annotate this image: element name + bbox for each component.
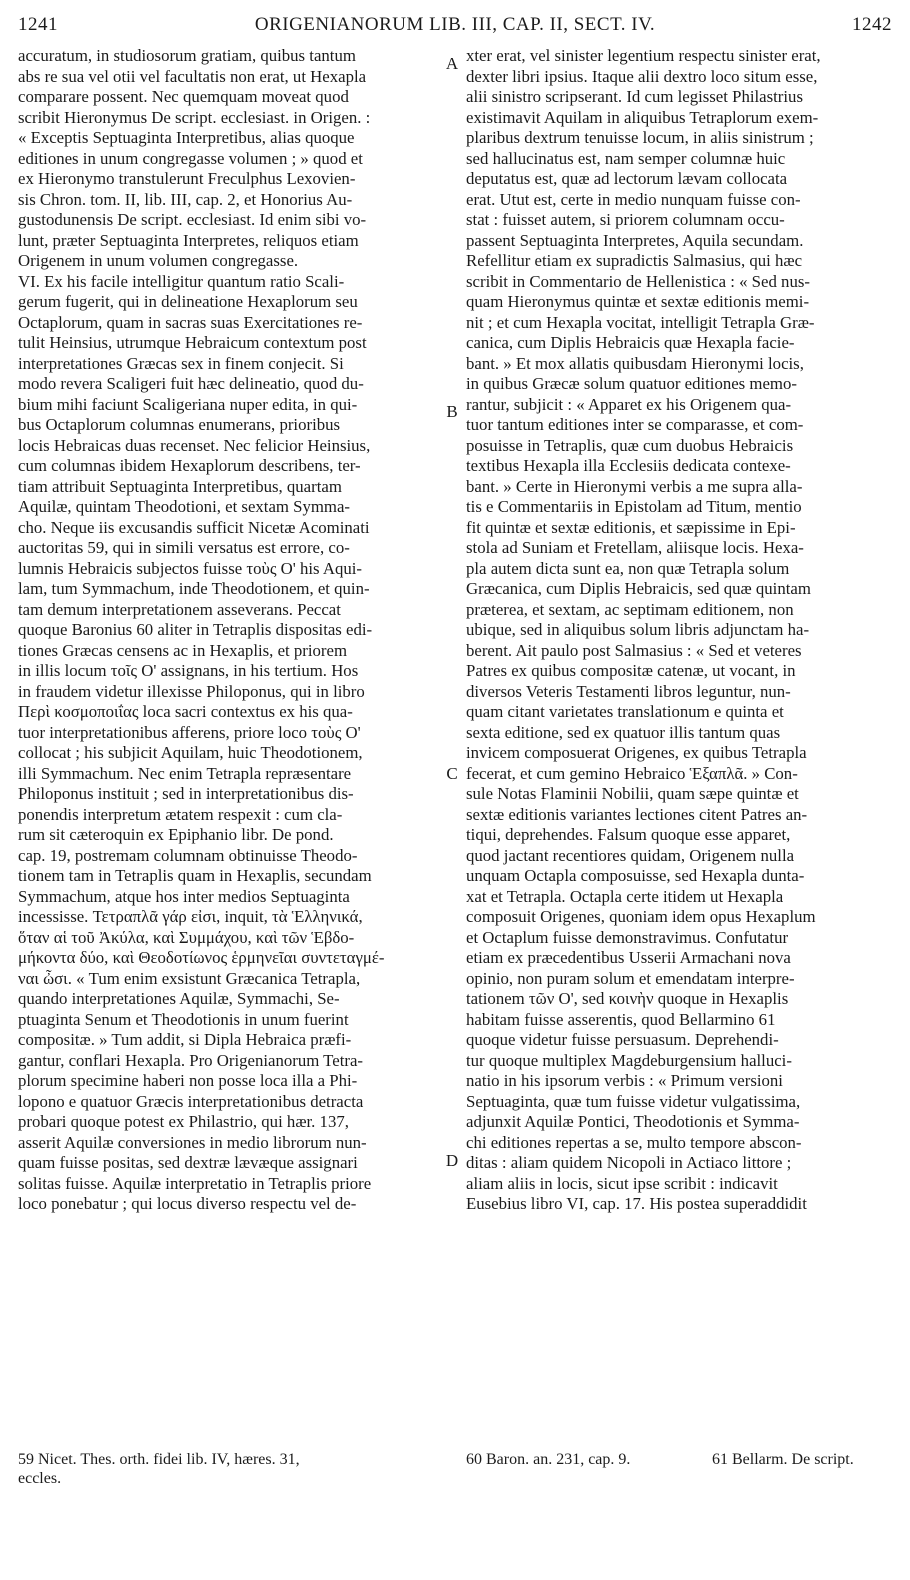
text-line: ditas : aliam quidem Nicopoli in Actiaco littore ;	[466, 1153, 792, 1172]
margin-letter-b: B	[446, 402, 458, 421]
text-line: quam citant varietates translationum e quinta et	[466, 702, 784, 721]
margin-letter-d: D	[445, 1151, 459, 1170]
text-line: tiqui, deprehendes. Falsum quoque esse apparet,	[466, 825, 791, 844]
running-header	[18, 14, 892, 42]
text-line: tur quoque multiplex Magdeburgensium halluci-	[466, 1050, 792, 1070]
text-line: adjunxit Aquilæ Pontici, Theodotionis et Symma-	[466, 1112, 800, 1131]
text-line: scribit in Commentario de Hellenistica : « Sed nus-	[466, 271, 810, 291]
text-line: comparare possent. Nec quemquam moveat quod	[18, 87, 349, 106]
text-line: editiones in unum congregasse volumen ; » quod et	[18, 148, 363, 168]
text-line: tuor tantum editiones inter se comparasse, et com-	[466, 415, 804, 434]
text-line: sextæ editionis variantes lectiones citent Patres an-	[466, 804, 808, 824]
text-line: accuratum, in studiosorum gratiam, quibus tantum	[18, 46, 356, 65]
text-line: lam, tum Symmachum, inde Theodotionem, et quin-	[18, 579, 370, 598]
text-line: alii sinistro scripserant. Id cum legisset Philastrius	[466, 87, 803, 106]
text-line: illi Symmachum. Nec enim Tetrapla repræsentare	[18, 763, 352, 783]
text-line: rantur, subjicit : « Apparet ex his Origenem qua-	[466, 394, 792, 414]
text-line: collocat ; his subjicit Aquilam, huic Theodotionem,	[18, 743, 363, 762]
text-line: VI. Ex his facile intelligitur quantum ratio Scali-	[18, 271, 345, 291]
right-text-column	[466, 46, 886, 1215]
text-line: bant. » Et mox allatis quibusdam Hieronymi locis,	[466, 353, 804, 373]
text-line: cum columnas ibidem Hexaplorum describens, ter-	[18, 456, 361, 475]
text-line: gantur, conflari Hexapla. Pro Origenianorum Tetra-	[18, 1050, 363, 1070]
text-line: textibus Hexapla illa Ecclesiis dedicata contexe-	[466, 456, 791, 475]
margin-letter-c: C	[446, 764, 458, 783]
text-line: cap. 19, postremam columnam obtinuisse Theodo-	[18, 845, 358, 865]
text-line: ptuaginta Senum et Theodotionis in unum fuerint	[18, 1009, 349, 1029]
text-line: composuit Origenes, quoniam idem opus Hexaplum	[466, 907, 816, 926]
text-line: loco ponebatur ; qui locus diverso respectu vel de-	[18, 1194, 357, 1213]
text-line: bium mihi faciunt Scaligeriana nuper edita, in qui-	[18, 394, 358, 414]
left-text-column	[18, 46, 438, 1215]
text-line: quam fuisse positas, sed dextræ lævæque assignari	[18, 1153, 358, 1172]
text-line: tis e Commentariis in Epistolam ad Titum, mentio	[466, 497, 802, 516]
text-line: bus Octaplorum columnas enumerans, prioribus	[18, 415, 341, 434]
text-line: Eusebius libro VI, cap. 17. His postea superaddidit	[466, 1194, 807, 1213]
text-line: quam Hieronymus quintæ et sextæ editionis memi-	[466, 292, 810, 311]
text-line: Octaplorum, quam in sacras suas Exercitationes re-	[18, 312, 363, 332]
text-line: quoque videtur fuisse persuasum. Deprehendi-	[466, 1030, 779, 1049]
text-line: ubique, sed in aliquibus solum libris adjunctam ha-	[466, 620, 810, 639]
text-line: stola ad Suniam et Fretellam, aliisque locis. Hexa-	[466, 538, 804, 557]
margin-letters	[442, 46, 462, 1466]
text-line: ναι ὦσι. « Tum enim exsistunt Græcanica Tetrapla,	[18, 968, 361, 988]
text-line: in fraudem videtur illexisse Philoponus, qui in libro	[18, 681, 365, 701]
text-line: fecerat, et cum gemino Hebraico Ἑξαπλᾶ. » Con-	[466, 763, 798, 783]
text-line: fit quintæ et sextæ editionis, et sæpissime in Epi-	[466, 517, 796, 537]
text-line: Septuaginta, quæ tum fuisse videtur vulgatissima,	[466, 1091, 801, 1111]
text-line: Symmachum, atque hos inter medios Septuaginta	[18, 886, 350, 906]
text-line: existimavit Aquilam in aliquibus Tetraplorum exem-	[466, 107, 819, 127]
text-line: opinio, non puram solum et emendatam interpre-	[466, 968, 795, 988]
footnotes	[18, 1450, 892, 1490]
text-line: invicem composuerat Origenes, ex quibus Tetrapla	[466, 743, 807, 762]
footnote-61: 61 Bellarm. De script.	[712, 1451, 854, 1468]
text-line: probari quoque potest ex Philastrio, qui hær. 137,	[18, 1112, 349, 1131]
text-line: tuor interpretationibus afferens, priore loco τοὺς Ο'	[18, 722, 361, 742]
text-line: Origenem in unum volumen congregasse.	[18, 251, 299, 270]
text-line: abs re sua vel otii vel facultatis non erat, ut Hexapla	[18, 66, 367, 86]
text-line: xat et Tetrapla. Octapla certe itidem ut Hexapla	[466, 886, 784, 906]
text-line: « Exceptis Septuaginta Interpretibus, alias quoque	[18, 128, 355, 147]
text-line: locis Hebraicas duas recenset. Nec felicior Heinsius,	[18, 435, 371, 455]
text-line: gustodunensis De script. ecclesiast. Id enim sibi vo-	[18, 210, 367, 229]
text-line: Græcanica, cum Diplis Hebraicis, sed quæ quintam	[466, 579, 811, 598]
text-line: modo revera Scaligeri fuit hæc delineatio, quod du-	[18, 374, 364, 393]
text-line: sexta editione, sed ex quatuor illis tantum quas	[466, 722, 781, 742]
text-line: lumnis Hebraicis subjectos fuisse τοὺς Ο' his Aqui-	[18, 558, 362, 578]
footnote-60: 60 Baron. an. 231, cap. 9.	[466, 1451, 631, 1468]
text-line: lopono e quatuor Græcis interpretationibus detracta	[18, 1091, 364, 1111]
running-title: ORIGENIANORUM LIB. III, CAP. II, SECT. IV.	[254, 14, 656, 35]
text-line: stat : fuisset autem, si priorem columnam occu-	[466, 210, 785, 229]
text-line: μήκοντα δύο, καὶ Θεοδοτίωνος ἑρμηνεῖαι συντεταγμέ-	[18, 948, 385, 967]
text-line: tiam attribuit Septuaginta Interpretibus, quartam	[18, 476, 342, 496]
text-line: deputatus est, quæ ad lectorum lævam collocata	[466, 169, 788, 188]
text-line: tionem tam in Tetraplis quam in Hexaplis, secundam	[18, 866, 372, 885]
text-line: chi editiones repertas a se, multo tempore abscon-	[466, 1132, 802, 1152]
text-line: compositæ. » Tum addit, si Dipla Hebraica præfi-	[18, 1030, 352, 1049]
text-line: ponendis interpretum ætatem respexit : cum cla-	[18, 804, 343, 824]
text-line: plorum specimine haberi non posse loca illa a Phi-	[18, 1071, 358, 1090]
margin-letter-a: A	[445, 54, 459, 73]
text-line: cho. Neque iis excusandis sufficit Nicetæ Acominati	[18, 517, 370, 537]
text-line: nit ; et cum Hexapla vocitat, intelligit Tetrapla Græ-	[466, 312, 815, 332]
text-line: quando interpretationes Aquilæ, Symmachi, Se-	[18, 989, 340, 1008]
text-line: gerum fugerit, qui in delineatione Hexaplorum seu	[18, 292, 358, 311]
text-line: auctoritas 59, qui in simili versatus est errore, co-	[18, 538, 350, 557]
text-line: plaribus dextrum tenuisse locum, in aliis sinistrum ;	[466, 128, 814, 147]
text-line: ὅταν αἱ τοῦ Ἀκύλα, καὶ Συμμάχου, καὶ τῶν Ἑβδο-	[18, 927, 355, 947]
text-line: rum sit cæteroquin ex Epiphanio libr. De pond.	[18, 825, 334, 844]
text-line: Philoponus instituit ; sed in interpretationibus dis-	[18, 784, 354, 803]
text-line: habitam fuisse asserentis, quod Bellarmino 61	[466, 1009, 776, 1029]
text-line: sule Notas Flaminii Nobilii, quam sæpe quintæ et	[466, 784, 799, 803]
text-line: posuisse in Tetraplis, quæ cum duobus Hebraicis	[466, 435, 794, 455]
footnote-59-continued: eccles.	[18, 1470, 62, 1487]
text-line: sis Chron. tom. II, lib. III, cap. 2, et Honorius Au-	[18, 189, 353, 209]
text-line: unquam Octapla composuisse, sed Hexapla dunta-	[466, 866, 805, 885]
text-line: et Octaplum fuisse demonstravimus. Confutatur	[466, 927, 789, 947]
page-number-right: 1242	[852, 14, 892, 35]
text-line: Aquilæ, quintam Theodotioni, et sextam Symma-	[18, 497, 351, 516]
text-line: xter erat, vel sinister legentium respectu sinister erat,	[466, 46, 821, 65]
text-line: berent. Ait paulo post Salmasius : « Sed et veteres	[466, 640, 802, 660]
text-line: aliam aliis in locis, sicut ipse scribit : indicavit	[466, 1173, 778, 1193]
text-line: asserit Aquilæ conversiones in medio librorum nun-	[18, 1132, 367, 1152]
text-line: diversos Veteris Testamenti libros leguntur, nun-	[466, 681, 791, 701]
text-line: quod jactant recentiores quidam, Origenem nulla	[466, 845, 795, 865]
text-line: Refellitur etiam ex supradictis Salmasius, qui hæc	[466, 251, 803, 270]
text-line: solitas fuisse. Aquilæ interpretatio in Tetraplis priore	[18, 1173, 372, 1193]
text-line: erat. Utut est, certe in medio nunquam fuisse con-	[466, 189, 801, 209]
text-line: Patres ex quibus compositæ catenæ, ut vocant, in	[466, 661, 796, 680]
text-line: bant. » Certe in Hieronymi verbis a me supra alla-	[466, 476, 803, 496]
text-line: interpretationes Græcas sex in finem conjecit. Si	[18, 353, 344, 373]
text-line: quoque Baronius 60 aliter in Tetraplis dispositas edi-	[18, 620, 373, 639]
text-line: ex Hieronymo transtulerunt Freculphus Lexovien-	[18, 169, 356, 188]
text-line: passent Septuaginta Interpretes, Aquila secundam.	[466, 230, 804, 250]
text-line: natio in his ipsorum verbis : « Primum versioni	[466, 1071, 783, 1090]
text-line: scribit Hieronymus De script. ecclesiast. in Origen. :	[18, 107, 371, 127]
text-line: præterea, et sextam, ac septimam editionem, non	[466, 599, 794, 619]
text-line: tiones Græcas censens ac in Hexaplis, et priorem	[18, 640, 347, 660]
text-line: tulit Heinsius, utrumque Hebraicum contextum post	[18, 333, 367, 352]
text-line: pla autem dicta sunt ea, non quæ Tetrapla solum	[466, 558, 790, 578]
text-line: tationem τῶν Ο', sed κοινὴν quoque in Hexaplis	[466, 989, 789, 1008]
text-line: in quibus Græcæ solum quatuor editiones memo-	[466, 374, 797, 393]
text-line: Περὶ κοσμοποιΐας loca sacri contextus ex his qua-	[18, 702, 353, 721]
text-line: dexter libri ipsius. Itaque alii dextro loco situm esse,	[466, 66, 818, 86]
text-line: incessisse. Τετραπλᾶ γάρ εἰσι, inquit, τὰ Ἑλληνικά,	[18, 907, 363, 926]
text-line: tam demum interpretationem asseverans. Peccat	[18, 599, 341, 619]
footnote-59: 59 Nicet. Thes. orth. fidei lib. IV, hæres. 31,	[18, 1451, 300, 1468]
page-number-left: 1241	[18, 14, 58, 35]
text-line: in illis locum τοῖς Ο' assignans, in his tertium. Hos	[18, 661, 359, 680]
text-line: lunt, præter Septuaginta Interpretes, reliquos etiam	[18, 230, 359, 250]
text-line: etiam ex præcedentibus Usserii Armachani nova	[466, 948, 791, 967]
text-line: canica, cum Diplis Hebraicis quæ Hexapla facie-	[466, 333, 795, 352]
text-line: sed hallucinatus est, nam semper columnæ huic	[466, 148, 786, 168]
